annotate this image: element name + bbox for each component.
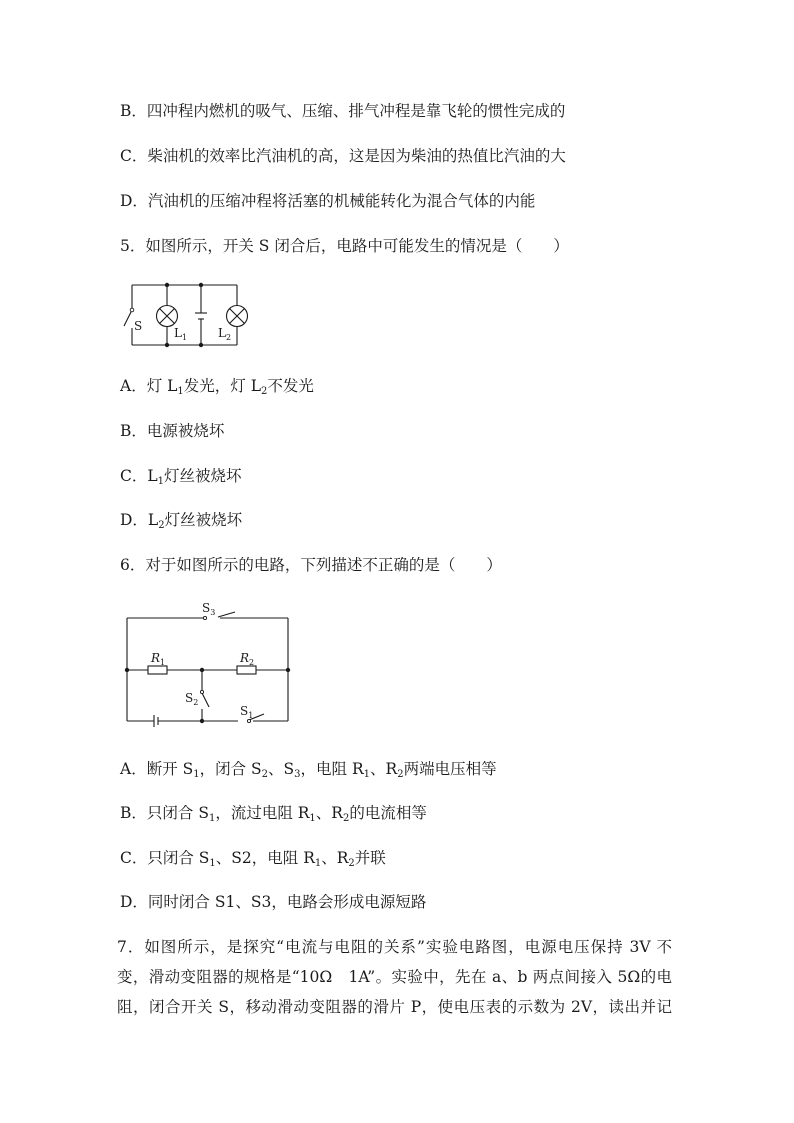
q7-text-line-1: 7．如图所示，是探究“电流与电阻的关系”实验电路图，电源电压保持 3V 不	[117, 938, 672, 956]
q6-option-d: D．同时闭合 S1、S3，电路会形成电源短路	[120, 893, 427, 911]
q5-option-c: C．$L_1$灯丝被烧坏	[120, 467, 242, 487]
q5-circuit-diagram	[110, 276, 270, 356]
q4-option-b: B．四冲程内燃机的吸气、压缩、排气冲程是靠飞轮的惯性完成的	[120, 102, 566, 120]
q6-circuit-diagram	[110, 596, 310, 731]
q6-option-c: C．只闭合 $S_1$、S2，电阻 $R_1$、$R_2$并联	[120, 849, 386, 869]
q4-option-d: D．汽油机的压缩冲程将活塞的机械能转化为混合气体的内能	[120, 192, 536, 210]
q5-option-b: B．电源被烧坏	[120, 422, 225, 440]
q6-s2-label: $S_2$	[185, 691, 199, 707]
q7-text-line-2: 变，滑动变阻器的规格是“10Ω 1A”。实验中，先在 a、b 两点间接入 5Ω的电	[117, 968, 672, 986]
q5-lamp1-label: $L_1$	[174, 326, 188, 342]
q6-s3-label: $S_3$	[202, 601, 216, 617]
q4-option-c: C．柴油机的效率比汽油机的高，这是因为柴油的热值比汽油的大	[120, 147, 566, 165]
q7-text-line-3: 阻，闭合开关 S，移动滑动变阻器的滑片 P，使电压表的示数为 2V，读出并记	[117, 998, 672, 1016]
q6-stem: 6．对于如图所示的电路，下列描述不正确的是（ ）	[120, 556, 502, 574]
q5-switch-label: S	[134, 319, 143, 333]
q6-r2-label: $R_2$	[240, 651, 255, 667]
q6-r1-label: $R_1$	[151, 651, 166, 667]
q5-option-a: A．灯 $L_1$发光，灯 $L_2$不发光	[120, 377, 314, 397]
q5-lamp2-label: $L_2$	[218, 326, 232, 342]
q6-option-b: B．只闭合 $S_1$，流过电阻 $R_1$、$R_2$的电流相等	[120, 804, 427, 824]
q5-option-d: D．$L_2$灯丝被烧坏	[120, 511, 243, 531]
q6-option-a: A．断开 $S_1$，闭合 $S_2$、$S_3$，电阻 $R_1$、$R_2$两端电压相等	[120, 760, 497, 780]
q5-stem: 5．如图所示，开关 S 闭合后，电路中可能发生的情况是（ ）	[120, 237, 569, 255]
q6-s1-label: $S_1$	[240, 704, 254, 720]
